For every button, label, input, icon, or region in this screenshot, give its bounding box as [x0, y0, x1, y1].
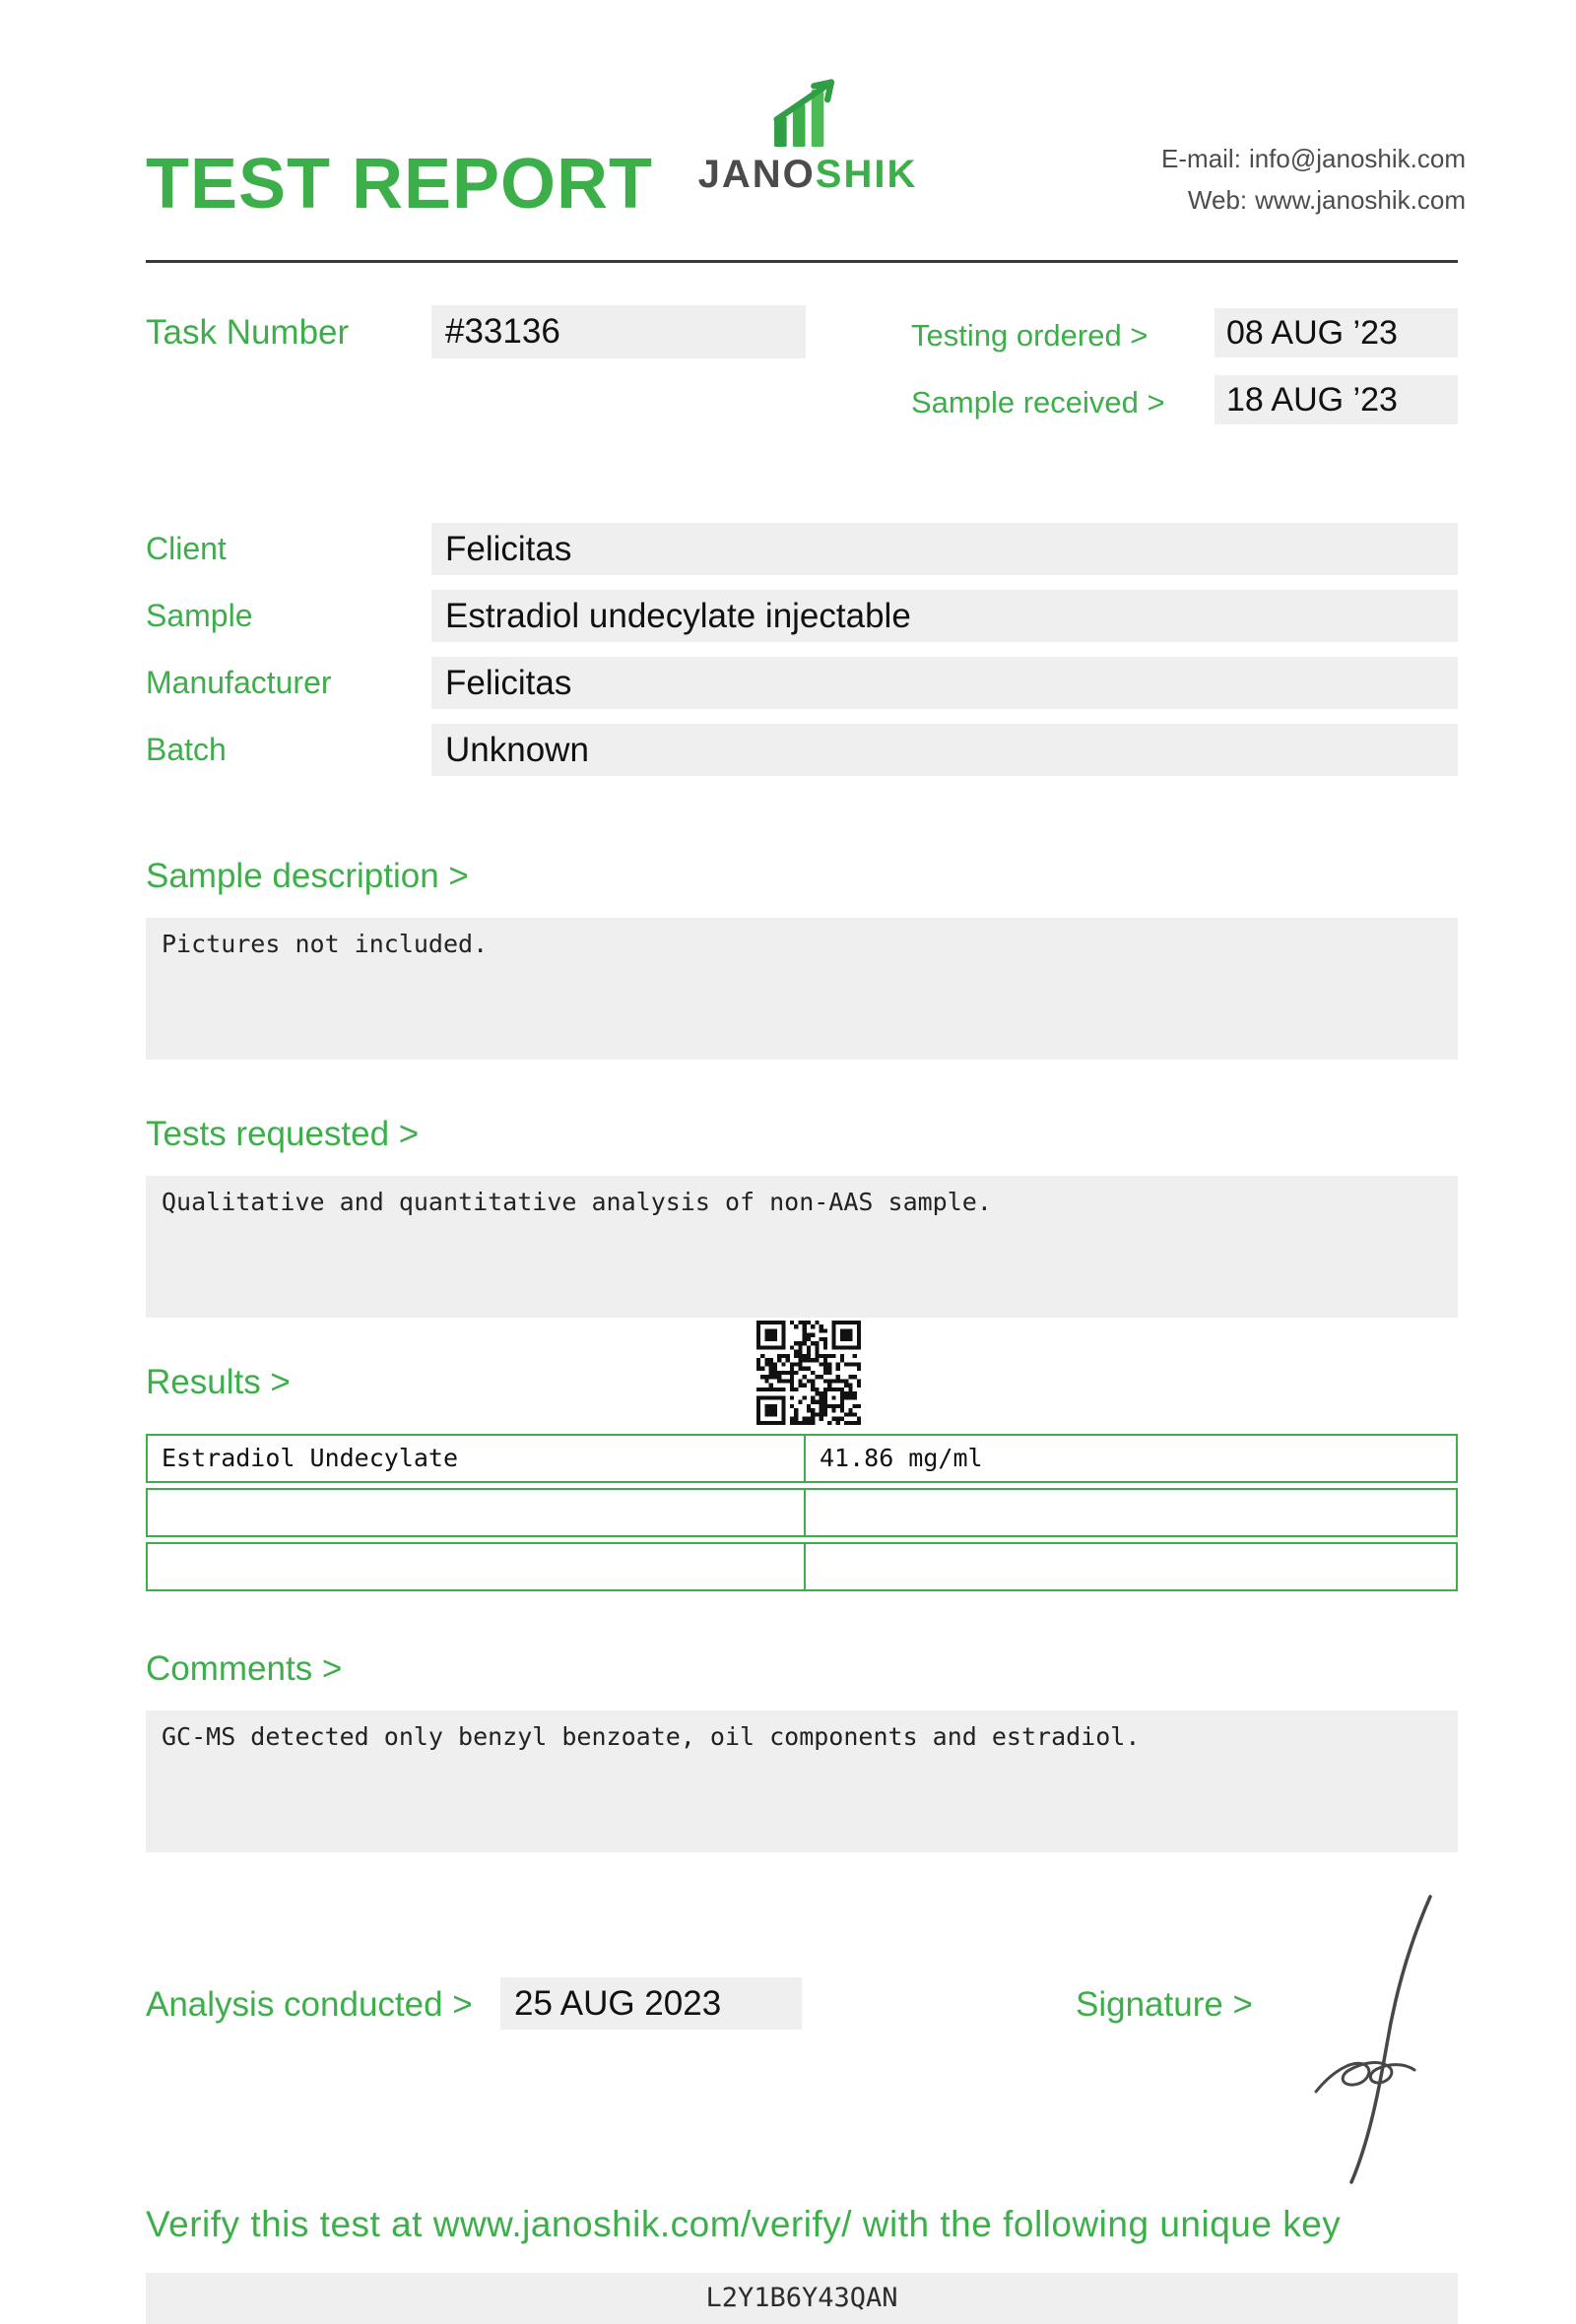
comments-heading: Comments > [146, 1649, 343, 1688]
result-value [806, 1490, 1456, 1535]
sample-description-heading: Sample description > [146, 857, 469, 895]
manufacturer-value: Felicitas [431, 657, 1458, 709]
tests-requested-heading: Tests requested > [146, 1115, 420, 1153]
logo [688, 75, 928, 197]
result-value: 41.86 mg/ml [820, 1444, 983, 1472]
sample-received-date: 18 AUG ’23 [1215, 375, 1458, 424]
result-value [806, 1544, 1456, 1589]
manufacturer-label: Manufacturer [146, 665, 332, 700]
logo-text-shik: SHIK [815, 153, 918, 196]
results-table [146, 1434, 1458, 1596]
email-line [1161, 138, 1466, 179]
sample-value: Estradiol undecylate injectable [431, 590, 1458, 642]
detail-row-batch [146, 724, 1458, 776]
signature-label: Signature > [1076, 1985, 1253, 2024]
testing-ordered-label: Testing ordered > [911, 318, 1149, 353]
sample-received-label: Sample received > [911, 385, 1165, 420]
client-label: Client [146, 531, 227, 566]
task-number-label: Task Number [146, 313, 350, 352]
testing-ordered-date: 08 AUG ’23 [1215, 308, 1458, 357]
table-row [146, 1542, 1458, 1591]
batch-value: Unknown [431, 724, 1458, 776]
web-value: www.janoshik.com [1255, 185, 1466, 215]
signature-image [1282, 1889, 1460, 2189]
result-name [148, 1544, 806, 1589]
table-row [146, 1488, 1458, 1537]
logo-chart-icon [688, 75, 928, 157]
detail-row-client [146, 523, 1458, 575]
logo-wordmark [688, 153, 928, 197]
web-line [1161, 179, 1466, 221]
logo-text-jano: JANO [697, 153, 816, 196]
table-row [146, 1434, 1458, 1483]
verify-instruction: Verify this test at www.janoshik.com/verify/ with the following unique key [146, 2204, 1342, 2244]
email-label: E-mail: [1161, 144, 1241, 173]
comments-box: GC-MS detected only benzyl benzoate, oil components and estradiol. [146, 1711, 1458, 1852]
sample-description-box: Pictures not included. [146, 918, 1458, 1060]
task-number-value: #33136 [431, 305, 806, 358]
tests-requested-box: Qualitative and quantitative analysis of non-AAS sample. [146, 1176, 1458, 1318]
contact-block [1161, 138, 1466, 221]
result-name [148, 1490, 806, 1535]
email-value: info@janoshik.com [1248, 144, 1466, 173]
unique-key: L2Y1B6Y43QAN [146, 2273, 1458, 2324]
results-heading: Results > [146, 1363, 291, 1401]
sample-label: Sample [146, 598, 253, 633]
web-label: Web: [1187, 185, 1248, 215]
detail-row-manufacturer [146, 657, 1458, 709]
detail-row-sample [146, 590, 1458, 642]
client-value: Felicitas [431, 523, 1458, 575]
header-divider [146, 260, 1458, 263]
analysis-conducted-date: 25 AUG 2023 [500, 1977, 802, 2030]
result-name: Estradiol Undecylate [148, 1436, 806, 1481]
analysis-conducted-label: Analysis conducted > [146, 1985, 473, 2024]
batch-label: Batch [146, 732, 227, 767]
qr-code [756, 1320, 861, 1426]
report-title: TEST REPORT [146, 145, 654, 224]
